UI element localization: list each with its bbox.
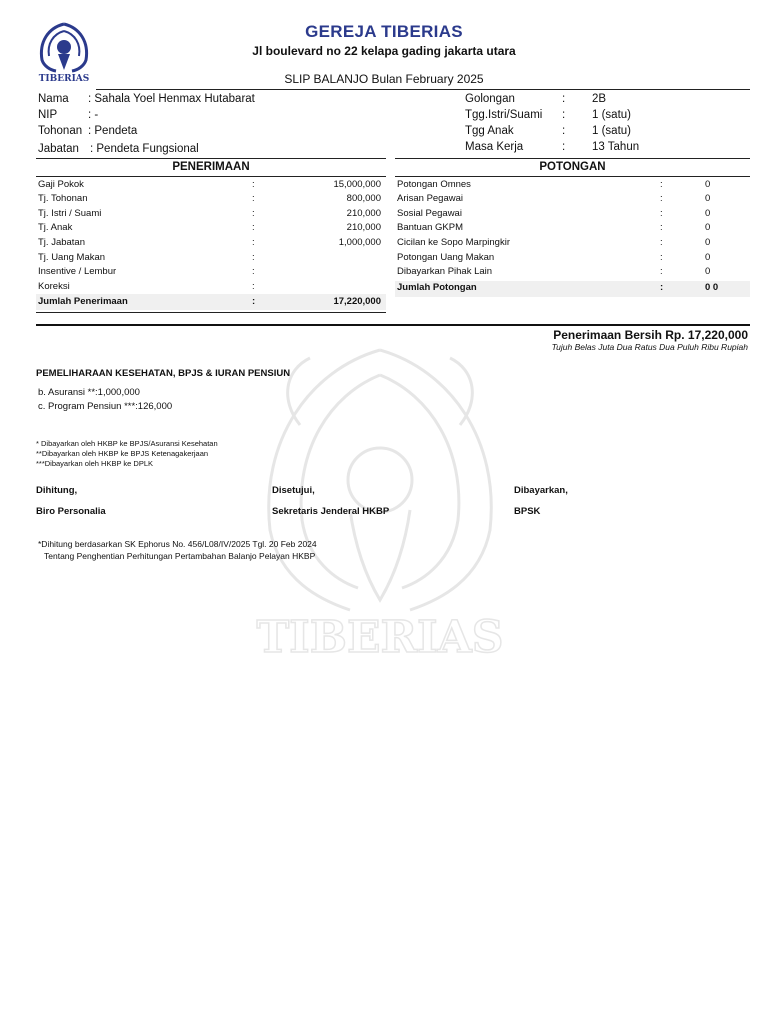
table-row: Arisan Pegawai : 0 — [397, 193, 711, 204]
potongan-top-line — [395, 158, 750, 159]
tgg-istri-label: Tgg.Istri/Suami — [465, 109, 543, 121]
table-row: Sosial Pegawai : 0 — [397, 208, 711, 219]
note-dplk: ***Dibayarkan oleh HKBP ke DPLK — [36, 459, 154, 468]
benefit-asuransi: b. Asuransi **:1,000,000 — [38, 387, 140, 398]
penerimaan-top-line — [36, 158, 386, 159]
nama-value: : Sahala Yoel Henmax Hutabarat — [88, 93, 255, 105]
footnote-tentang: Tentang Penghentian Perhitungan Pertambahan Balanjo Pelayan HKBP — [44, 551, 316, 561]
note-bpjs-kesehatan: * Dibayarkan oleh HKBP ke BPJS/Asuransi Kesehatan — [36, 439, 218, 448]
footnote-sk: *Dihitung berdasarkan SK Ephorus No. 456/L08/IV/2025 Tgl. 20 Feb 2024 — [38, 539, 317, 549]
sign-sekretaris: Sekretaris Jenderal HKBP — [272, 506, 390, 517]
potongan-title: POTONGAN — [539, 161, 606, 173]
table-row: Tj. Istri / Suami : 210,000 — [38, 208, 381, 219]
nip-value: : - — [88, 109, 99, 121]
tgg-anak-value: 1 (satu) — [592, 125, 631, 137]
benefit-pensiun: c. Program Pensiun ***:126,000 — [38, 401, 173, 412]
table-row: Dibayarkan Pihak Lain : 0 — [397, 266, 711, 277]
nip-label: NIP — [38, 109, 58, 121]
table-row: Insentive / Lembur : — [38, 266, 255, 277]
masa-kerja-colon: : — [562, 141, 566, 153]
nama-label: Nama — [38, 93, 69, 105]
penerimaan-title: PENERIMAAN — [172, 161, 250, 173]
masa-kerja-value: 13 Tahun — [592, 141, 640, 153]
sign-biro-personalia: Biro Personalia — [36, 506, 106, 517]
potongan-head-line — [395, 176, 750, 177]
table-row: Tj. Uang Makan : — [38, 252, 255, 263]
penerimaan-head-line — [36, 176, 386, 177]
logo-text: TIBERIAS — [38, 74, 90, 84]
table-row: Tj. Jabatan : 1,000,000 — [38, 237, 381, 248]
tohonan-value: : Pendeta — [88, 125, 138, 137]
table-row: Potongan Omnes : 0 — [397, 179, 711, 190]
table-row: Tj. Tohonan : 800,000 — [38, 193, 381, 204]
tohonan-label: Tohonan — [38, 125, 83, 137]
penerimaan-total-row: Jumlah Penerimaan : 17,220,000 — [38, 296, 381, 307]
jabatan-label: Jabatan — [38, 143, 79, 155]
table-row: Bantuan GKPM : 0 — [397, 222, 711, 233]
table-row: Gaji Pokok : 15,000,000 — [38, 179, 381, 190]
sign-dibayarkan: Dibayarkan, — [514, 485, 568, 496]
sign-disetujui: Disetujui, — [272, 485, 315, 496]
org-name: GEREJA TIBERIAS — [305, 22, 463, 41]
org-address: Jl boulevard no 22 kelapa gading jakarta utara — [252, 44, 516, 58]
table-row: Koreksi : — [38, 281, 255, 292]
potongan-total-row: Jumlah Potongan : 0 0 — [397, 282, 719, 293]
watermark-text: TIBERIAS — [256, 612, 504, 663]
golongan-label: Golongan — [465, 93, 515, 105]
masa-kerja-label: Masa Kerja — [465, 141, 524, 153]
jabatan-value: : Pendeta Fungsional — [90, 143, 199, 155]
sign-bpsk: BPSK — [514, 506, 541, 517]
tgg-anak-colon: : — [562, 125, 566, 137]
header-divider — [96, 89, 750, 90]
benefits-title: PEMELIHARAAN KESEHATAN, BPJS & IURAN PENSIUN — [36, 368, 291, 379]
table-row: Potongan Uang Makan : 0 — [397, 252, 711, 263]
slip-title: SLIP BALANJO Bulan February 2025 — [284, 72, 484, 86]
golongan-value: 2B — [592, 93, 607, 105]
table-row: Tj. Anak : 210,000 — [38, 222, 381, 233]
net-pay-words: Tujuh Belas Juta Dua Ratus Dua Puluh Ribu Rupiah — [551, 342, 748, 352]
golongan-colon: : — [562, 93, 566, 105]
tgg-istri-colon: : — [562, 109, 566, 121]
penerimaan-bottom-line — [36, 312, 386, 313]
net-pay: Penerimaan Bersih Rp. 17,220,000 — [553, 328, 748, 342]
tiberias-watermark-icon — [240, 330, 520, 670]
tgg-istri-value: 1 (satu) — [592, 109, 631, 121]
tgg-anak-label: Tgg Anak — [465, 125, 514, 137]
table-row: Cicilan ke Sopo Marpingkir : 0 — [397, 237, 711, 248]
note-bpjs-ketenagakerjaan: **Dibayarkan oleh HKBP ke BPJS Ketenagakerjaan — [36, 449, 209, 458]
sign-dihitung: Dihitung, — [36, 485, 78, 496]
net-divider — [36, 324, 750, 326]
